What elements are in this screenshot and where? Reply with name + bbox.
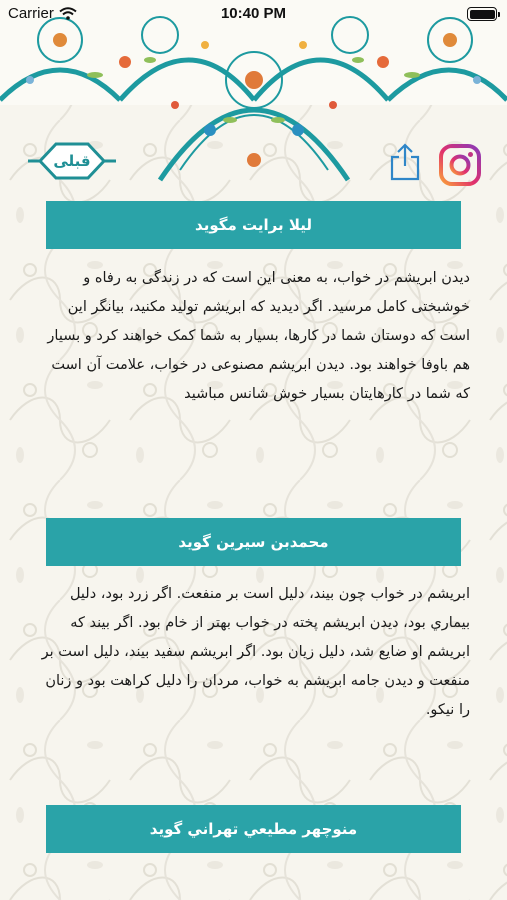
status-bar: [0, 0, 507, 28]
status-carrier: Carrier: [8, 5, 77, 22]
section-header-2: محمدبن سيرين گويد: [46, 518, 461, 566]
section-body-1: ديدن ابريشم در خواب، به معنی اين است که در زندگی به رفاه و خوشبختی کامل مرسيد. اگر ديديد که ابريشم توليد مکنيد، بيانگر اين است که دوستان شما در کارها، بسيار به شما کمک خواهند کرد و بسيار هم باوفا خواهند بود. ديدن ابريشم مصنوعی در خواب، علامت آن است که شما در کارهايتان بسيار خوش شانس مباشيد: [47, 270, 470, 402]
section-header-1: ليلا برايت مگويد: [46, 201, 461, 249]
share-icon[interactable]: [388, 142, 422, 182]
previous-button[interactable]: [26, 140, 118, 182]
instagram-icon[interactable]: [438, 143, 482, 187]
section-body-2: ابريشم در خواب چون بيند، دليل است بر منفعت. اگر زرد بود، دليل بيماري بود، ديدن ابريشم پخته در خواب بهتر از خام بود. اگر بيند که ابريشم او ضايع شد، دليل زيان بود. اگر ابريشم سفيد بيند، دليل است بر منفعت و ديدن جامه ابريشم به خواب، مردان را دليل کراهت بود و زنان را نيکو.: [41, 586, 470, 718]
section-header-3: منوچهر مطيعي تهراني گويد: [46, 805, 461, 853]
previous-button-label: قبلی: [53, 152, 91, 170]
status-time: 10:40 PM: [220, 5, 287, 22]
battery-icon: [467, 7, 497, 21]
